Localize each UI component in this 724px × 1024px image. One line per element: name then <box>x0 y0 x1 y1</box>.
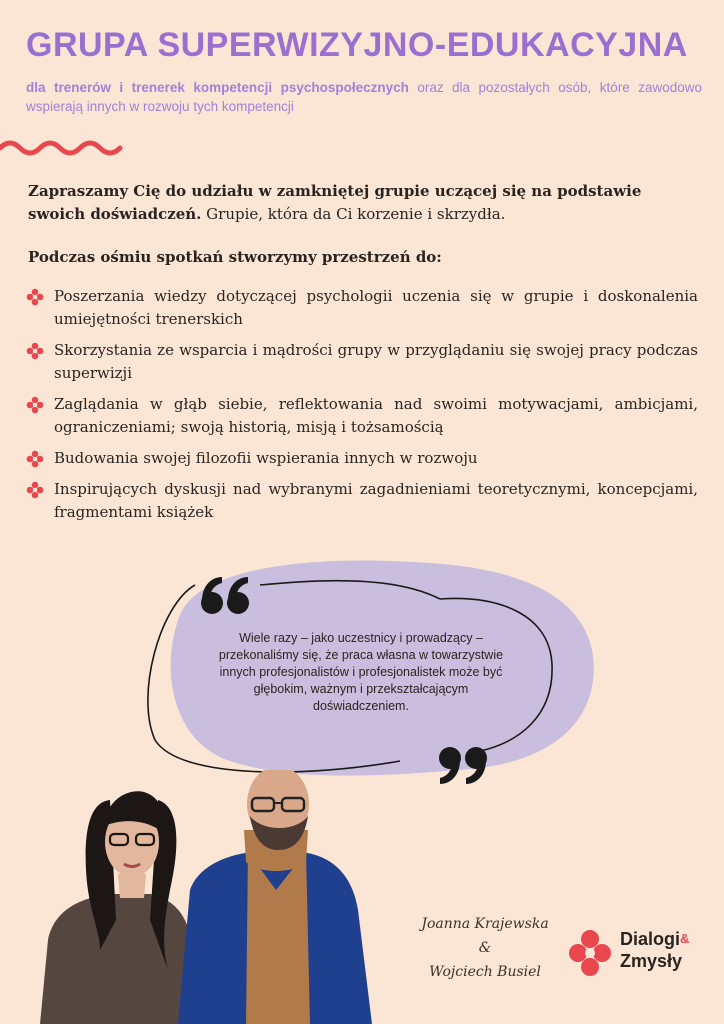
brand-line-1: Dialogi <box>620 929 681 949</box>
intro-paragraph <box>28 180 698 226</box>
page-title: GRUPA SUPERWIZYJNO-EDUKACYJNA <box>26 26 688 64</box>
list-item <box>26 478 698 524</box>
subtitle-rest: oraz dla pozostałych osób, które zawodowo wspierają innych w rozwoju tych kompetencji <box>26 80 702 114</box>
lead-heading: Podczas ośmiu spotkań stworzymy przestrzeń do: <box>28 248 442 266</box>
list-item-text: Skorzystania ze wsparcia i mądrości grupy w przyglądaniu się swojej pracy podczas superwizji <box>54 341 698 382</box>
brand-name <box>620 928 689 972</box>
list-item <box>26 339 698 385</box>
list-item <box>26 393 698 439</box>
signature-ampersand: & <box>478 940 492 956</box>
list-item <box>26 285 698 331</box>
woman-figure <box>40 791 198 1024</box>
signature-name-1: Joanna Krajewska <box>421 916 549 932</box>
brand-line-2: Zmysły <box>620 951 683 971</box>
list-item-text: Inspirujących dyskusji nad wybranymi zagadnieniami teoretycznymi, koncepcjami, fragmentami książek <box>54 480 698 521</box>
flower-bullet-icon <box>26 481 44 499</box>
list-item-text: Zaglądania w głąb siebie, reflektowania nad swoimi motywacjami, ambicjami, ograniczeniami; swoją historią, misją i tożsamością <box>54 395 698 436</box>
flower-bullet-icon <box>26 342 44 360</box>
signature <box>405 912 565 984</box>
benefit-list <box>26 285 698 532</box>
list-item <box>26 447 698 470</box>
flower-bullet-icon <box>26 450 44 468</box>
flower-bullet-icon <box>26 288 44 306</box>
flower-bullet-icon <box>26 396 44 414</box>
wave-decoration <box>0 136 130 158</box>
man-figure <box>178 770 372 1024</box>
quote-text: Wiele razy – jako uczestnicy i prowadzący – przekonaliśmy się, że praca własna w towarzystwie innych profesjonalistów i profesjonalistek może być głębokim, ważnym i przekształcającym doświadczeniem. <box>218 631 504 713</box>
list-item-text: Budowania swojej filozofii wspierania innych w rozwoju <box>54 449 478 467</box>
intro-bold: Zapraszamy Cię do udziału w zamkniętej grupie uczącej się na podstawie swoich doświadczeń. <box>28 182 642 223</box>
signature-name-2: Wojciech Busiel <box>429 964 541 980</box>
list-item-text: Poszerzania wiedzy dotyczącej psychologii uczenia się w grupie i doskonalenia umiejętności trenerskich <box>54 287 698 328</box>
hosts-photo <box>40 770 400 1024</box>
page-subtitle <box>26 78 702 116</box>
intro-rest: Grupie, która da Ci korzenie i skrzydła. <box>201 205 506 223</box>
brand-ampersand: & <box>680 931 690 946</box>
subtitle-bold: dla trenerów i trenerek kompetencji psychospołecznych <box>26 80 409 95</box>
